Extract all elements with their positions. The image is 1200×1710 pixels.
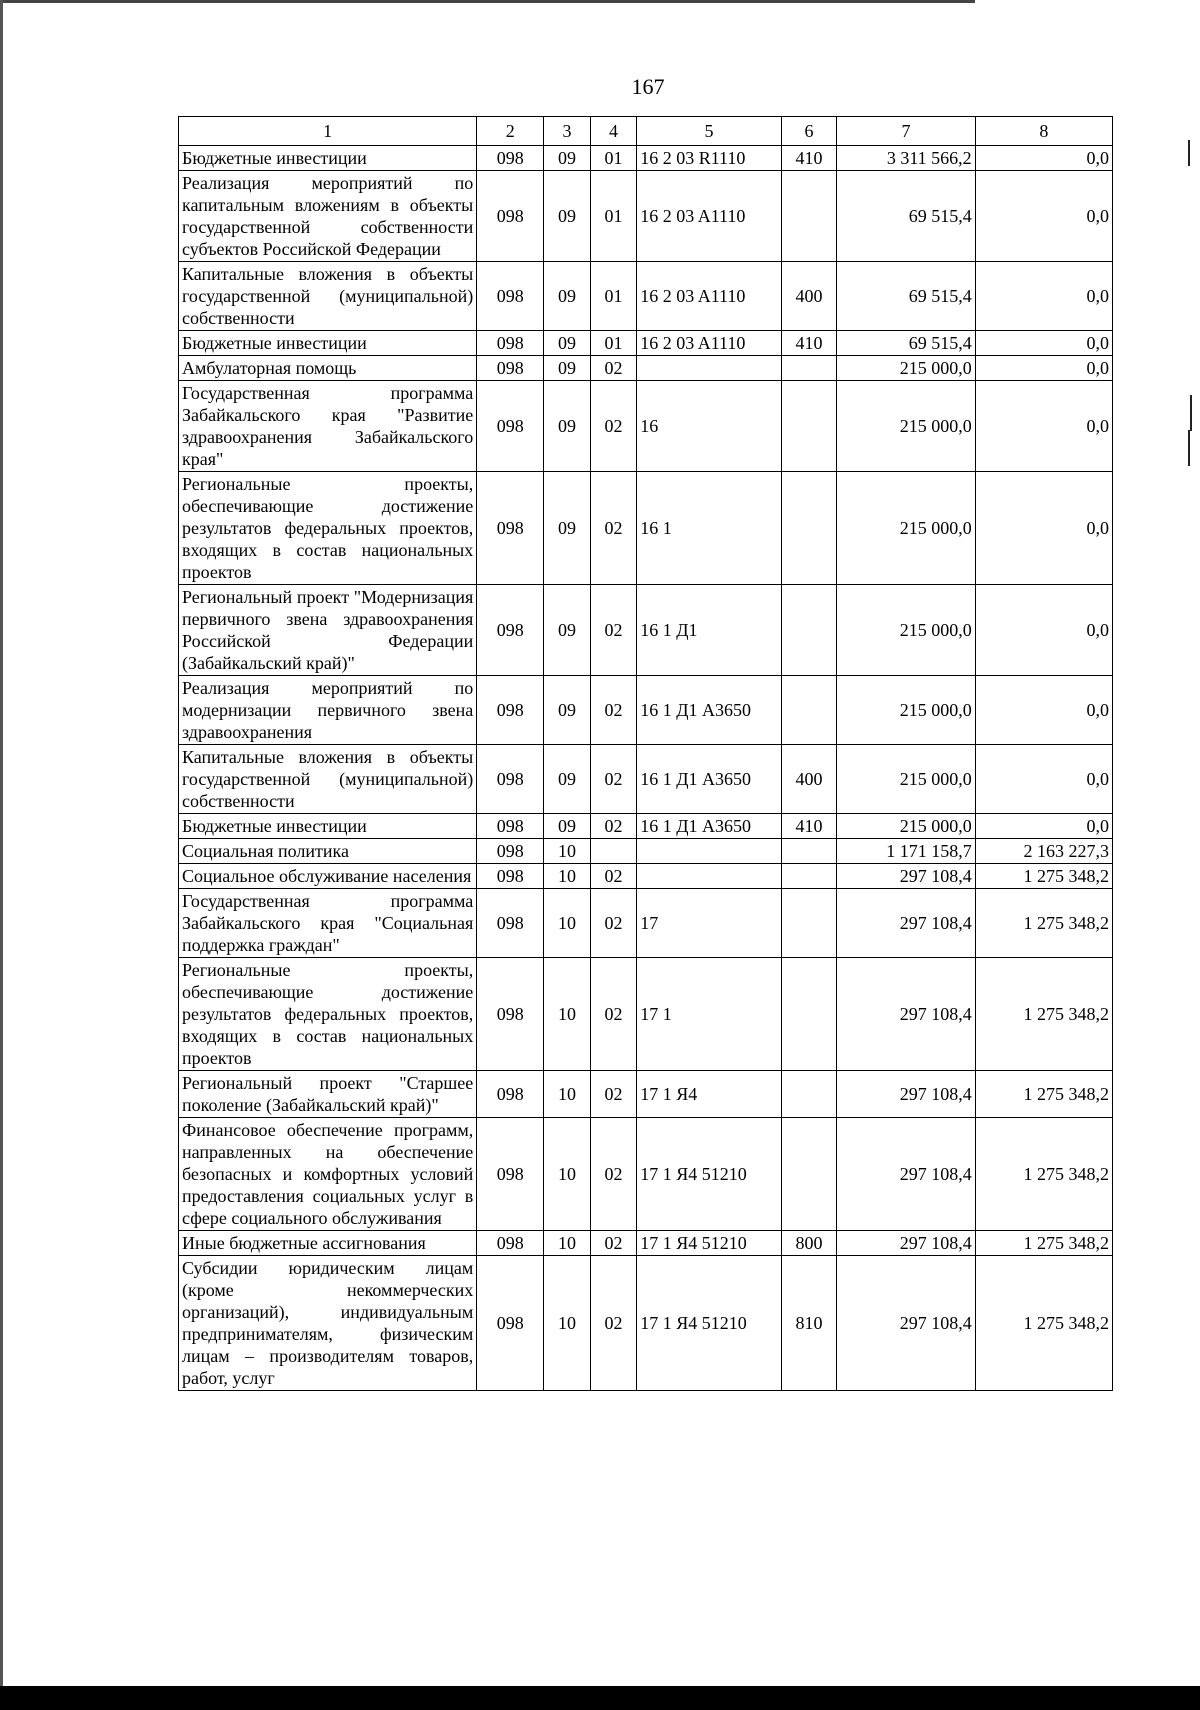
budget-table <box>178 116 1113 1391</box>
expense-type-code <box>781 585 837 676</box>
amount-col-7: 297 108,4 <box>837 958 975 1071</box>
target-article-code: 17 1 Я4 51210 <box>637 1231 781 1256</box>
section-code: 09 <box>544 585 590 676</box>
target-article-code: 17 1 Я4 51210 <box>637 1256 781 1391</box>
subsection-code: 02 <box>590 958 636 1071</box>
item-name: Региональный проект "Модернизация первичного звена здравоохранения Российской Федерации (Забайкальский край)" <box>179 585 477 676</box>
expense-type-code <box>781 171 837 262</box>
amount-col-7: 297 108,4 <box>837 1231 975 1256</box>
table-row <box>179 356 1113 381</box>
amount-col-7: 69 515,4 <box>837 331 975 356</box>
amount-col-7: 215 000,0 <box>837 745 975 814</box>
amount-col-7: 297 108,4 <box>837 1118 975 1231</box>
amount-col-7: 3 311 566,2 <box>837 146 975 171</box>
target-article-code: 17 1 <box>637 958 781 1071</box>
column-header: 1 <box>179 117 477 146</box>
item-name: Бюджетные инвестиции <box>179 146 477 171</box>
ministry-code: 098 <box>477 676 544 745</box>
amount-col-8: 0,0 <box>975 171 1112 262</box>
subsection-code: 01 <box>590 171 636 262</box>
column-header: 8 <box>975 117 1112 146</box>
subsection-code: 02 <box>590 1118 636 1231</box>
margin-mark <box>1188 140 1190 166</box>
ministry-code: 098 <box>477 745 544 814</box>
table-row <box>179 331 1113 356</box>
subsection-code: 02 <box>590 472 636 585</box>
column-header: 3 <box>544 117 590 146</box>
table-row <box>179 585 1113 676</box>
table-row <box>179 864 1113 889</box>
expense-type-code <box>781 472 837 585</box>
column-header: 4 <box>590 117 636 146</box>
subsection-code: 02 <box>590 676 636 745</box>
amount-col-7: 297 108,4 <box>837 889 975 958</box>
subsection-code <box>590 839 636 864</box>
subsection-code: 02 <box>590 864 636 889</box>
page-number: 167 <box>631 74 665 99</box>
ministry-code: 098 <box>477 171 544 262</box>
target-article-code <box>637 839 781 864</box>
amount-col-8: 1 275 348,2 <box>975 958 1112 1071</box>
item-name: Бюджетные инвестиции <box>179 331 477 356</box>
subsection-code: 02 <box>590 381 636 472</box>
section-code: 09 <box>544 331 590 356</box>
table-row <box>179 146 1113 171</box>
target-article-code: 16 1 Д1 А3650 <box>637 745 781 814</box>
column-header: 7 <box>837 117 975 146</box>
target-article-code: 16 2 03 A1110 <box>637 262 781 331</box>
amount-col-8: 0,0 <box>975 745 1112 814</box>
item-name: Реализация мероприятий по капитальным вложениям в объекты государственной собственности субъектов Российской Федерации <box>179 171 477 262</box>
ministry-code: 098 <box>477 381 544 472</box>
amount-col-8: 0,0 <box>975 472 1112 585</box>
expense-type-code <box>781 676 837 745</box>
item-name: Государственная программа Забайкальского края "Развитие здравоохранения Забайкальского края" <box>179 381 477 472</box>
section-code: 09 <box>544 676 590 745</box>
ministry-code: 098 <box>477 331 544 356</box>
target-article-code: 17 1 Я4 <box>637 1071 781 1118</box>
target-article-code: 16 1 Д1 <box>637 585 781 676</box>
amount-col-7: 1 171 158,7 <box>837 839 975 864</box>
subsection-code: 02 <box>590 745 636 814</box>
expense-type-code <box>781 356 837 381</box>
section-code: 10 <box>544 1231 590 1256</box>
amount-col-7: 69 515,4 <box>837 262 975 331</box>
section-code: 09 <box>544 814 590 839</box>
table-row <box>179 1231 1113 1256</box>
subsection-code: 02 <box>590 814 636 839</box>
amount-col-7: 69 515,4 <box>837 171 975 262</box>
table-row <box>179 839 1113 864</box>
amount-col-7: 215 000,0 <box>837 381 975 472</box>
expense-type-code: 400 <box>781 745 837 814</box>
ministry-code: 098 <box>477 1256 544 1391</box>
item-name: Региональный проект "Старшее поколение (Забайкальский край)" <box>179 1071 477 1118</box>
section-code: 09 <box>544 472 590 585</box>
section-code: 09 <box>544 262 590 331</box>
target-article-code: 16 1 Д1 А3650 <box>637 676 781 745</box>
table-row <box>179 262 1113 331</box>
section-code: 09 <box>544 356 590 381</box>
expense-type-code: 410 <box>781 331 837 356</box>
scan-edge-top <box>0 0 975 3</box>
ministry-code: 098 <box>477 958 544 1071</box>
item-name: Социальное обслуживание населения <box>179 864 477 889</box>
section-code: 10 <box>544 839 590 864</box>
subsection-code: 02 <box>590 1231 636 1256</box>
subsection-code: 02 <box>590 356 636 381</box>
amount-col-7: 297 108,4 <box>837 1256 975 1391</box>
ministry-code: 098 <box>477 1231 544 1256</box>
ministry-code: 098 <box>477 146 544 171</box>
subsection-code: 02 <box>590 889 636 958</box>
ministry-code: 098 <box>477 585 544 676</box>
ministry-code: 098 <box>477 472 544 585</box>
amount-col-7: 215 000,0 <box>837 676 975 745</box>
item-name: Региональные проекты, обеспечивающие достижение результатов федеральных проектов, входящих в состав национальных проектов <box>179 958 477 1071</box>
margin-mark <box>1190 395 1192 431</box>
table-row <box>179 676 1113 745</box>
subsection-code: 01 <box>590 331 636 356</box>
header-row <box>179 117 1113 146</box>
table-row <box>179 958 1113 1071</box>
expense-type-code: 800 <box>781 1231 837 1256</box>
expense-type-code <box>781 381 837 472</box>
column-header: 6 <box>781 117 837 146</box>
amount-col-8: 0,0 <box>975 381 1112 472</box>
target-article-code: 17 <box>637 889 781 958</box>
target-article-code <box>637 356 781 381</box>
section-code: 09 <box>544 171 590 262</box>
section-code: 09 <box>544 745 590 814</box>
target-article-code: 17 1 Я4 51210 <box>637 1118 781 1231</box>
table-row <box>179 381 1113 472</box>
ministry-code: 098 <box>477 864 544 889</box>
section-code: 10 <box>544 1256 590 1391</box>
ministry-code: 098 <box>477 356 544 381</box>
ministry-code: 098 <box>477 1118 544 1231</box>
item-name: Капитальные вложения в объекты государственной (муниципальной) собственности <box>179 745 477 814</box>
target-article-code: 16 1 Д1 А3650 <box>637 814 781 839</box>
expense-type-code <box>781 839 837 864</box>
table-row <box>179 1256 1113 1391</box>
amount-col-8: 1 275 348,2 <box>975 1118 1112 1231</box>
subsection-code: 02 <box>590 585 636 676</box>
table-row <box>179 1071 1113 1118</box>
expense-type-code <box>781 864 837 889</box>
section-code: 10 <box>544 889 590 958</box>
expense-type-code: 810 <box>781 1256 837 1391</box>
target-article-code: 16 2 03 R1110 <box>637 146 781 171</box>
section-code: 10 <box>544 1071 590 1118</box>
amount-col-8: 1 275 348,2 <box>975 889 1112 958</box>
amount-col-8: 0,0 <box>975 585 1112 676</box>
target-article-code: 16 1 <box>637 472 781 585</box>
amount-col-7: 215 000,0 <box>837 814 975 839</box>
amount-col-7: 215 000,0 <box>837 472 975 585</box>
target-article-code: 16 2 03 A1110 <box>637 171 781 262</box>
scan-edge-left <box>0 0 3 1710</box>
amount-col-7: 215 000,0 <box>837 585 975 676</box>
expense-type-code <box>781 1071 837 1118</box>
item-name: Капитальные вложения в объекты государственной (муниципальной) собственности <box>179 262 477 331</box>
table-row <box>179 472 1113 585</box>
item-name: Субсидии юридическим лицам (кроме некоммерческих организаций), индивидуальным предпринимателям, физическим лицам – производителям товаров, работ, услуг <box>179 1256 477 1391</box>
item-name: Региональные проекты, обеспечивающие достижение результатов федеральных проектов, входящих в состав национальных проектов <box>179 472 477 585</box>
amount-col-7: 297 108,4 <box>837 864 975 889</box>
amount-col-8: 0,0 <box>975 676 1112 745</box>
subsection-code: 01 <box>590 262 636 331</box>
section-code: 09 <box>544 146 590 171</box>
amount-col-7: 215 000,0 <box>837 356 975 381</box>
item-name: Государственная программа Забайкальского края "Социальная поддержка граждан" <box>179 889 477 958</box>
amount-col-8: 0,0 <box>975 356 1112 381</box>
section-code: 10 <box>544 1118 590 1231</box>
amount-col-8: 0,0 <box>975 814 1112 839</box>
target-article-code: 16 2 03 A1110 <box>637 331 781 356</box>
amount-col-7: 297 108,4 <box>837 1071 975 1118</box>
expense-type-code <box>781 889 837 958</box>
expense-type-code: 400 <box>781 262 837 331</box>
table-row <box>179 889 1113 958</box>
section-code: 10 <box>544 958 590 1071</box>
section-code: 09 <box>544 381 590 472</box>
scan-edge-bottom <box>0 1686 1200 1710</box>
expense-type-code <box>781 958 837 1071</box>
ministry-code: 098 <box>477 262 544 331</box>
item-name: Реализация мероприятий по модернизации первичного звена здравоохранения <box>179 676 477 745</box>
subsection-code: 01 <box>590 146 636 171</box>
amount-col-8: 2 163 227,3 <box>975 839 1112 864</box>
item-name: Социальная политика <box>179 839 477 864</box>
column-header: 5 <box>637 117 781 146</box>
ministry-code: 098 <box>477 889 544 958</box>
item-name: Финансовое обеспечение программ, направленных на обеспечение безопасных и комфортных условий предоставления социальных услуг в сфере социального обслуживания <box>179 1118 477 1231</box>
subsection-code: 02 <box>590 1071 636 1118</box>
amount-col-8: 1 275 348,2 <box>975 1256 1112 1391</box>
ministry-code: 098 <box>477 839 544 864</box>
amount-col-8: 0,0 <box>975 146 1112 171</box>
item-name: Бюджетные инвестиции <box>179 814 477 839</box>
table-row <box>179 171 1113 262</box>
amount-col-8: 0,0 <box>975 331 1112 356</box>
expense-type-code: 410 <box>781 814 837 839</box>
table-row <box>179 1118 1113 1231</box>
amount-col-8: 1 275 348,2 <box>975 1071 1112 1118</box>
expense-type-code: 410 <box>781 146 837 171</box>
item-name: Иные бюджетные ассигнования <box>179 1231 477 1256</box>
table-row <box>179 745 1113 814</box>
subsection-code: 02 <box>590 1256 636 1391</box>
item-name: Амбулаторная помощь <box>179 356 477 381</box>
column-header: 2 <box>477 117 544 146</box>
table-row <box>179 814 1113 839</box>
ministry-code: 098 <box>477 814 544 839</box>
margin-mark <box>1188 430 1190 466</box>
section-code: 10 <box>544 864 590 889</box>
amount-col-8: 0,0 <box>975 262 1112 331</box>
amount-col-8: 1 275 348,2 <box>975 864 1112 889</box>
amount-col-8: 1 275 348,2 <box>975 1231 1112 1256</box>
expense-type-code <box>781 1118 837 1231</box>
target-article-code: 16 <box>637 381 781 472</box>
ministry-code: 098 <box>477 1071 544 1118</box>
target-article-code <box>637 864 781 889</box>
